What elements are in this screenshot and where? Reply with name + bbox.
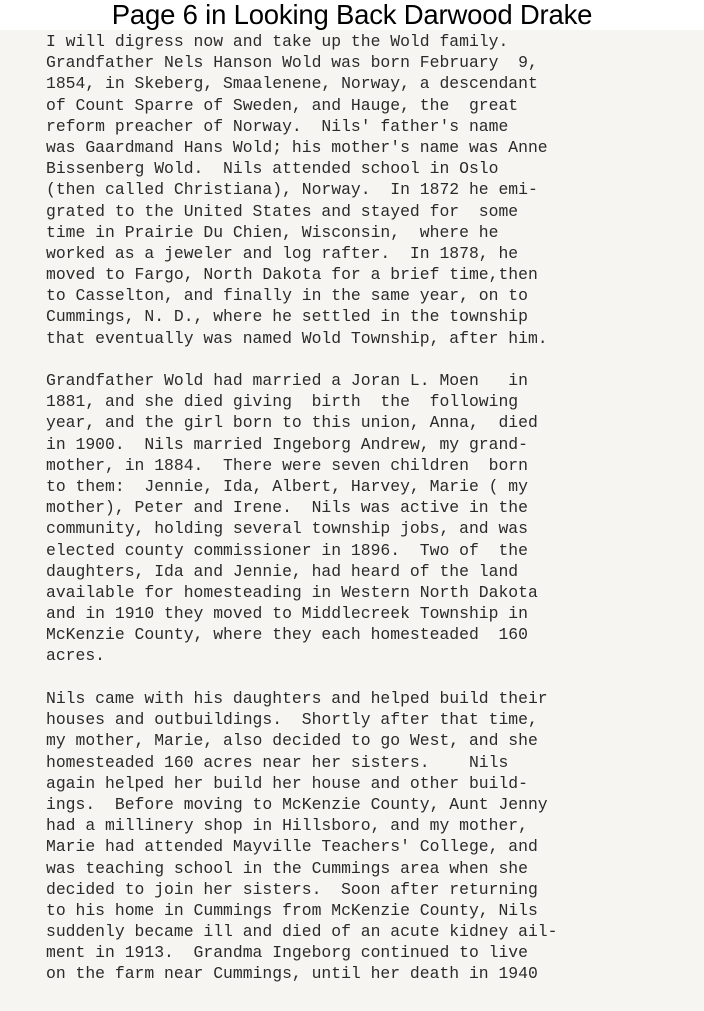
text-line: homesteaded 160 acres near her sisters. Nils bbox=[46, 752, 509, 772]
text-line: ment in 1913. Grandma Ingeborg continued to live bbox=[46, 943, 528, 963]
text-line: grated to the United States and stayed for some bbox=[46, 201, 519, 221]
text-line: 1881, and she died giving birth the following bbox=[46, 392, 519, 412]
text-line: ings. Before moving to McKenzie County, Aunt Jenny bbox=[46, 794, 548, 814]
text-line: Bissenberg Wold. Nils attended school in Oslo bbox=[46, 159, 499, 179]
text-line: I will digress now and take up the Wold family. bbox=[46, 32, 509, 51]
text-line: was teaching school in the Cummings area when she bbox=[46, 858, 528, 878]
text-line: that eventually was named Wold Township, after him. bbox=[46, 328, 548, 348]
text-line: worked as a jeweler and log rafter. In 1878, he bbox=[46, 243, 519, 263]
text-line: my mother, Marie, also decided to go West, and she bbox=[46, 731, 538, 751]
text-line: to his home in Cummings from McKenzie County, Nils bbox=[46, 900, 538, 920]
text-line: Nils came with his daughters and helped build their bbox=[46, 689, 548, 708]
text-line: in 1900. Nils married Ingeborg Andrew, my grand- bbox=[46, 434, 528, 454]
text-line: moved to Fargo, North Dakota for a brief time,then bbox=[46, 265, 538, 285]
text-line: acres. bbox=[46, 646, 106, 666]
paragraph-grandfather-marriage bbox=[46, 370, 686, 667]
text-line: was Gaardmand Hans Wold; his mother's name was Anne bbox=[46, 137, 548, 157]
text-line: available for homesteading in Western North Dakota bbox=[46, 582, 538, 602]
text-line: community, holding several township jobs, and was bbox=[46, 519, 528, 539]
text-line: decided to join her sisters. Soon after returning bbox=[46, 879, 538, 899]
text-line: mother, in 1884. There were seven children born bbox=[46, 455, 528, 475]
text-line: suddenly became ill and died of an acute kidney ail- bbox=[46, 922, 558, 942]
text-line: year, and the girl born to this union, Anna, died bbox=[46, 413, 538, 433]
text-line: had a millinery shop in Hillsboro, and my mother, bbox=[46, 816, 528, 836]
text-line: Cummings, N. D., where he settled in the township bbox=[46, 307, 528, 327]
text-line: houses and outbuildings. Shortly after that time, bbox=[46, 710, 538, 730]
text-line: (then called Christiana), Norway. In 1872 he emi- bbox=[46, 180, 538, 200]
text-line: McKenzie County, where they each homesteaded 160 bbox=[46, 625, 528, 645]
text-line: to them: Jennie, Ida, Albert, Harvey, Marie ( my bbox=[46, 476, 528, 496]
paragraph-nils-helped-build bbox=[46, 688, 686, 985]
text-line: daughters, Ida and Jennie, had heard of the land bbox=[46, 561, 519, 581]
text-line: elected county commissioner in 1896. Two of the bbox=[46, 540, 528, 560]
text-line: Grandfather Nels Hanson Wold was born February 9, bbox=[46, 53, 538, 73]
text-line: Grandfather Wold had married a Joran L. Moen in bbox=[46, 371, 528, 390]
text-line: and in 1910 they moved to Middlecreek Township in bbox=[46, 604, 528, 624]
text-line: 1854, in Skeberg, Smaalenene, Norway, a descendant bbox=[46, 74, 538, 94]
text-line: again helped her build her house and other build- bbox=[46, 773, 528, 793]
text-line: time in Prairie Du Chien, Wisconsin, where he bbox=[46, 222, 499, 242]
text-line: mother), Peter and Irene. Nils was active in the bbox=[46, 498, 528, 518]
text-line: reform preacher of Norway. Nils' father's name bbox=[46, 116, 509, 136]
text-line: to Casselton, and finally in the same year, on to bbox=[46, 286, 528, 306]
text-line: Marie had attended Mayville Teachers' College, and bbox=[46, 837, 538, 857]
text-line: of Count Sparre of Sweden, and Hauge, the great bbox=[46, 95, 519, 115]
paragraph-wold-family bbox=[46, 31, 686, 349]
text-line: on the farm near Cummings, until her death in 1940 bbox=[46, 964, 538, 984]
page-title: Page 6 in Looking Back Darwood Drake bbox=[0, 0, 704, 30]
